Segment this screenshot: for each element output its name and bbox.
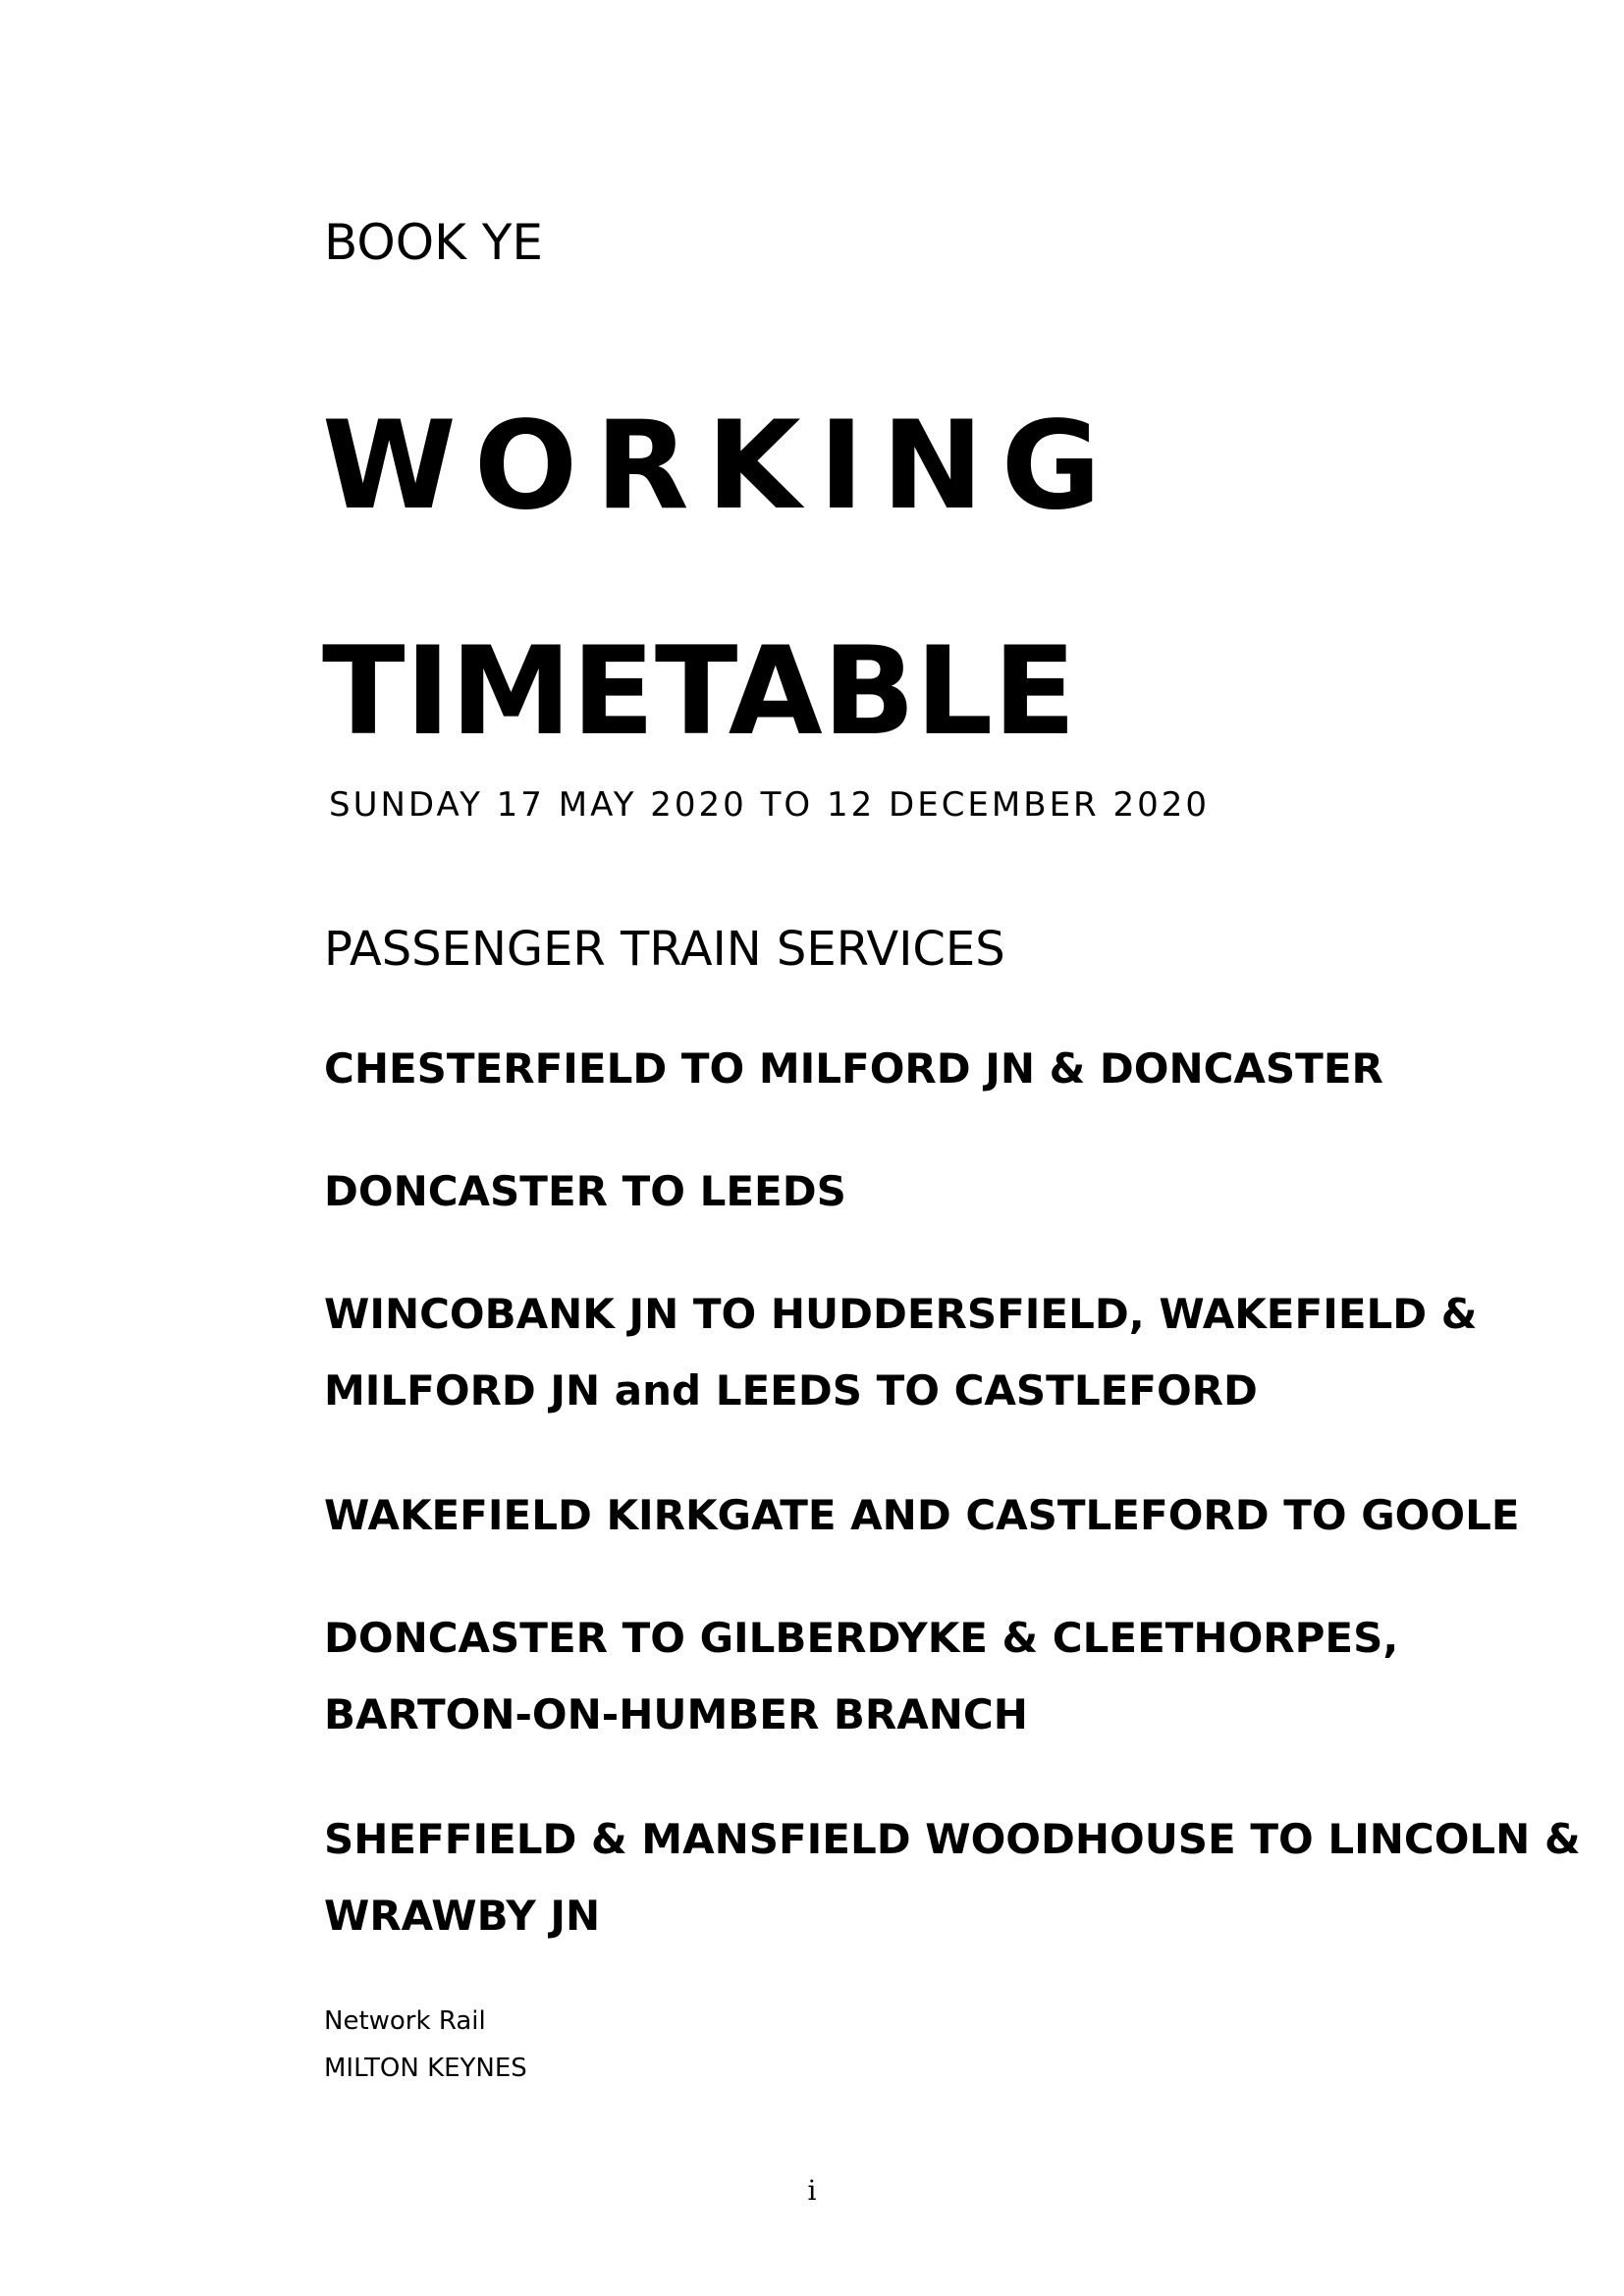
page-number: i <box>807 2174 817 2207</box>
validity-date-range: SUNDAY 17 MAY 2020 TO 12 DECEMBER 2020 <box>329 785 1211 825</box>
route-line: WAKEFIELD KIRKGATE AND CASTLEFORD TO GOOLE <box>324 1491 1520 1539</box>
route-item <box>324 1801 1581 1954</box>
book-label: BOOK YE <box>324 214 543 271</box>
route-item <box>324 1600 1551 1753</box>
route-item <box>324 1477 1551 1554</box>
route-line: DONCASTER TO GILBERDYKE & CLEETHORPES, <box>324 1614 1399 1662</box>
route-line: MILFORD JN and LEEDS TO CASTLEFORD <box>324 1366 1258 1415</box>
publisher-block <box>324 1998 527 2092</box>
route-line: WRAWBY JN <box>324 1892 601 1940</box>
route-line: WINCOBANK JN TO HUDDERSFIELD, WAKEFIELD & <box>324 1290 1478 1338</box>
route-line: CHESTERFIELD TO MILFORD JN & DONCASTER <box>324 1044 1383 1093</box>
route-line: BARTON-ON-HUMBER BRANCH <box>324 1690 1028 1738</box>
route-item <box>324 1031 1551 1107</box>
section-title: PASSENGER TRAIN SERVICES <box>324 922 1005 977</box>
route-line: DONCASTER TO LEEDS <box>324 1167 846 1215</box>
route-line: SHEFFIELD & MANSFIELD WOODHOUSE TO LINCOLN & <box>324 1815 1581 1863</box>
title-working: WORKING <box>322 396 1119 537</box>
publisher-name: Network Rail <box>324 2006 486 2036</box>
route-item <box>324 1153 1551 1230</box>
publisher-location: MILTON KEYNES <box>324 2054 527 2083</box>
route-item <box>324 1276 1551 1429</box>
title-timetable: TIMETABLE <box>322 621 1076 763</box>
